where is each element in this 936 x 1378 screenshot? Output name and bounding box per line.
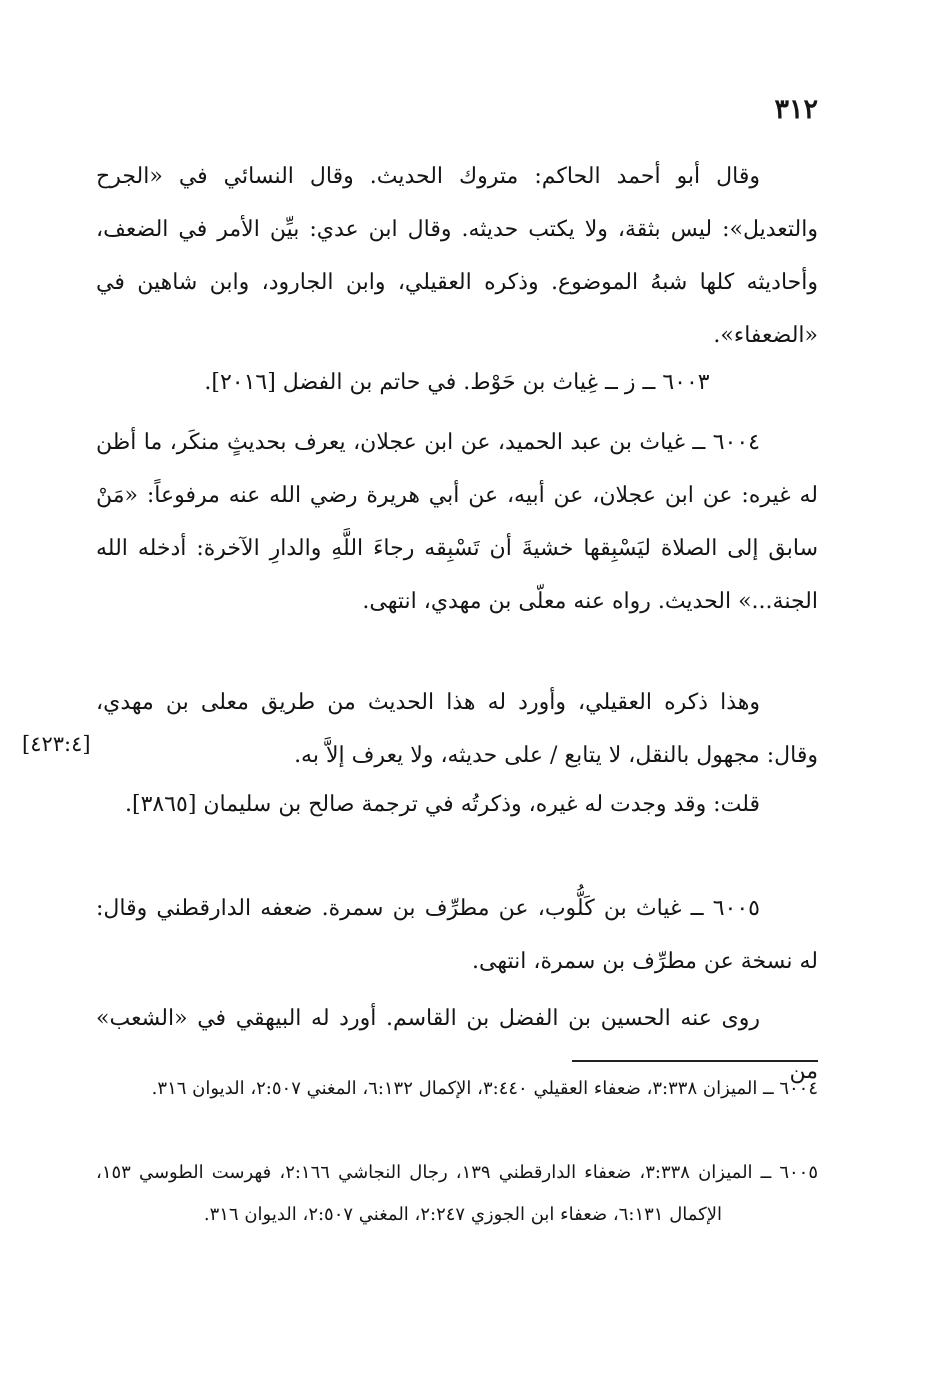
footnote-6004: ٦٠٠٤ ــ الميزان ٣:٣٣٨، ضعفاء العقيلي ٣:٤٤٠، الإكمال ٦:١٣٢، المغني ٢:٥٠٧، الديوان ٣١٦. bbox=[151, 1078, 818, 1099]
paragraph-hakim: وقال أبو أحمد الحاكم: متروك الحديث. وقال النسائي في «الجرح والتعديل»: ليس بثقة، ولا يكتب حديثه. وقال ابن عدي: بيِّن الأمر في الضعف، وأحاديثه كلها شبهُ الموضوع. وذكره العقيلي، وابن الجارود، وابن شاهين في «الضعفاء». bbox=[96, 164, 818, 348]
paragraph-bayhaqi: روى عنه الحسين بن الفضل بن القاسم. أورد له البيهقي في «الشعب» من bbox=[96, 1006, 818, 1084]
entry-6003: ٦٠٠٣ ــ ز ــ غِياث بن حَوْط. في حاتم بن الفضل [٢٠١٦]. bbox=[204, 370, 710, 395]
margin-volume-reference: [٤٢٣:٤] bbox=[22, 732, 91, 756]
paragraph-qultu: قلت: وقد وجدت له غيره، وذكرتُه في ترجمة صالح بن سليمان [٣٨٦٥]. bbox=[124, 792, 760, 817]
paragraph-uqayli: وهذا ذكره العقيلي، وأورد له هذا الحديث من طريق معلى بن مهدي، وقال: مجهول بالنقل، لا يتابع / على حديثه، ولا يعرف إلاَّ به. bbox=[96, 690, 818, 768]
page-number: ٣١٢ bbox=[774, 94, 818, 125]
entry-6005: ٦٠٠٥ ــ غياث بن كَلُّوب، عن مطرِّف بن سمرة. ضعفه الدارقطني وقال: له نسخة عن مطرِّف بن سمرة، انتهى. bbox=[96, 896, 818, 974]
entry-6004: ٦٠٠٤ ــ غياث بن عبد الحميد، عن ابن عجلان، يعرف بحديثٍ منكَر، ما أظن له غيره: عن ابن عجلان، عن أبيه، عن أبي هريرة رضي الله عنه مرفوعاً: «مَنْ سابق إلى الصلاة ليَسْبِقها خشيةَ أن تَسْبِقه رجاءَ اللَّهِ والدارِ الآخرة: أدخله الله الجنة...» الحديث. رواه عنه معلّى بن مهدي، انتهى. bbox=[96, 430, 818, 614]
page-body bbox=[22, 90, 818, 1350]
footnote-6005: ٦٠٠٥ ــ الميزان ٣:٣٣٨، ضعفاء الدارقطني ١٣٩، رجال النجاشي ٢:١٦٦، فهرست الطوسي ١٥٣، الإكمال ٦:١٣١، ضعفاء ابن الجوزي ٢:٢٤٧، المغني ٢:٥٠٧، الديوان ٣١٦. bbox=[96, 1162, 818, 1225]
footnote-divider bbox=[572, 1060, 818, 1062]
